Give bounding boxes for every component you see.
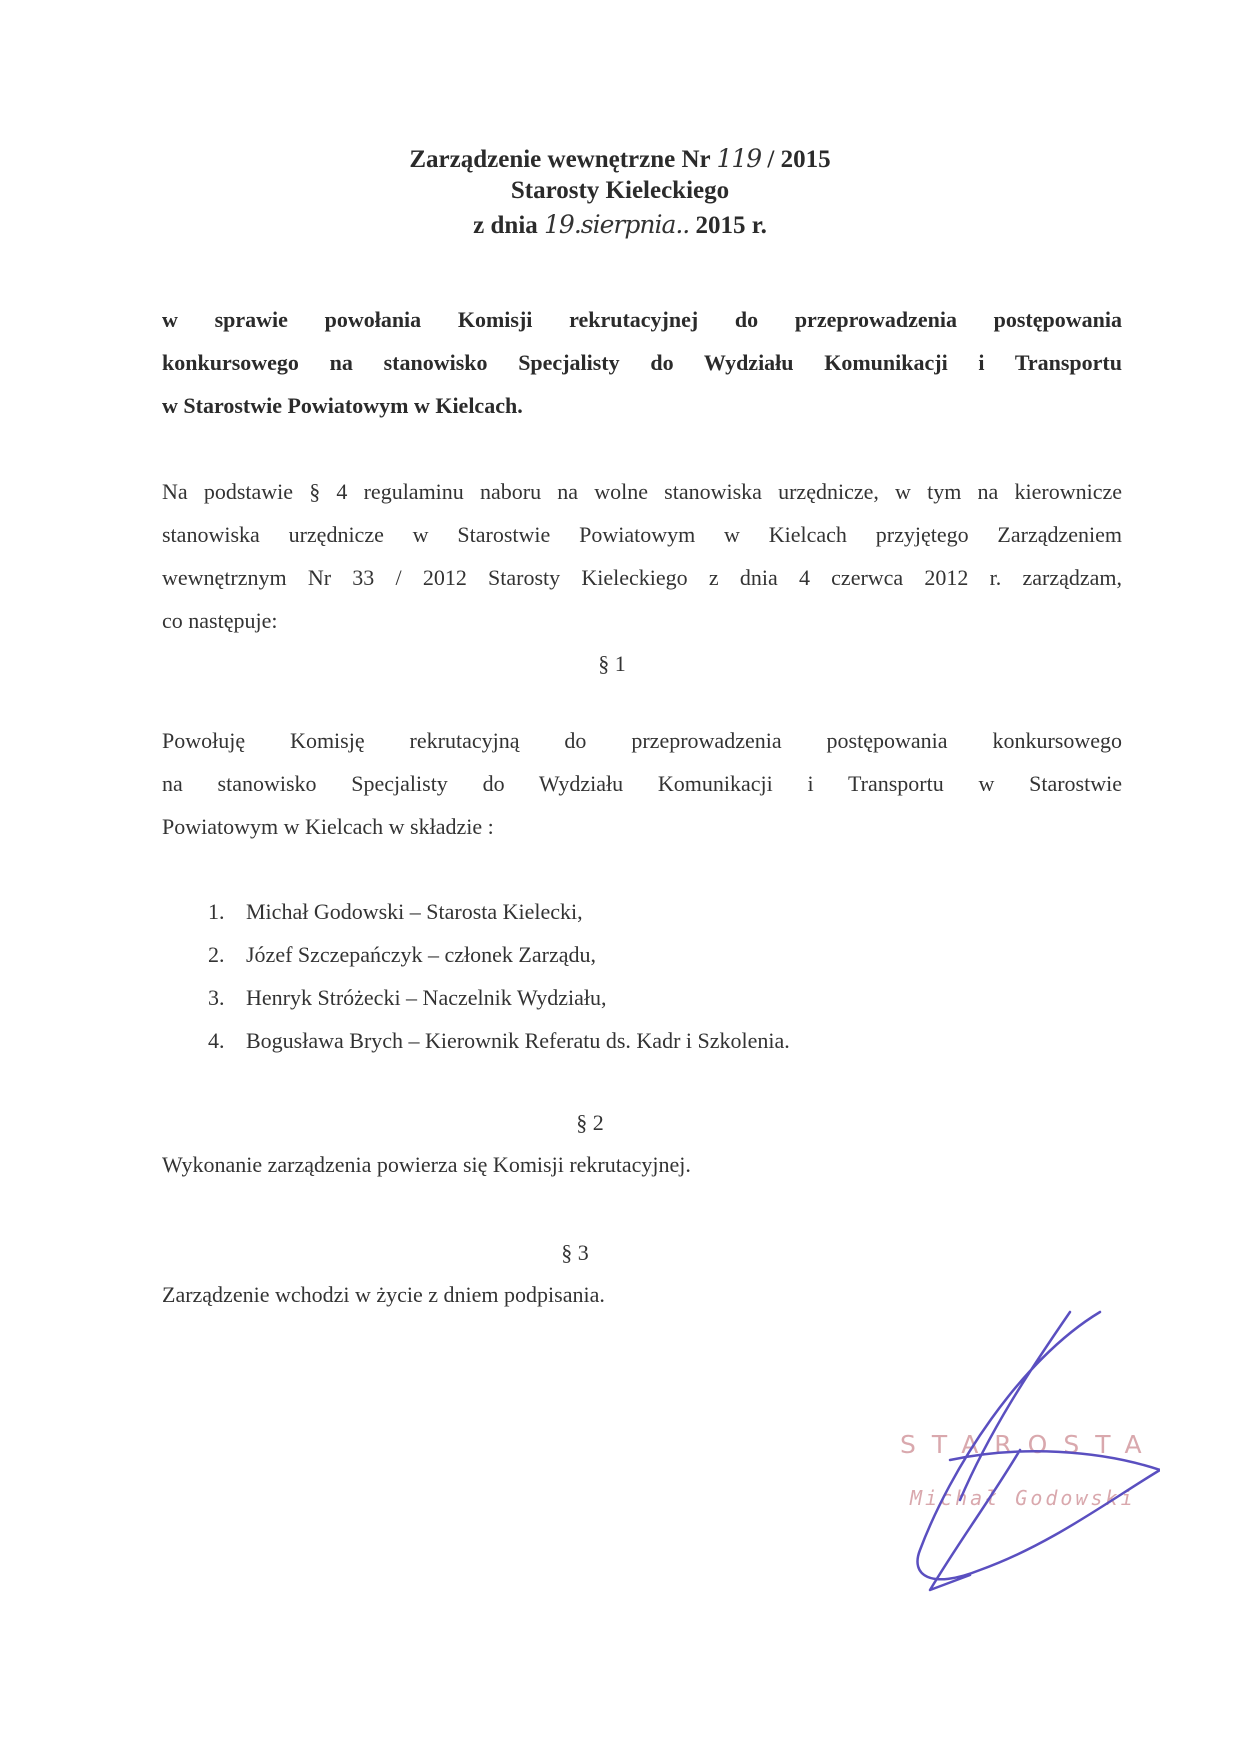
- list-number: 2.: [208, 942, 225, 967]
- list-item: [208, 976, 790, 1019]
- title-suffix: / 2015: [767, 146, 831, 173]
- intro-paragraph: [162, 470, 1122, 642]
- member-text: Henryk Stróżecki – Naczelnik Wydziału,: [246, 985, 607, 1010]
- intro-line: stanowiska urzędnicze w Starostwie Powiatowym w Kielcach przyjętego Zarządzeniem: [162, 522, 1122, 547]
- list-item: [208, 933, 790, 976]
- subject-line: konkursowego na stanowisko Specjalisty do Wydziału Komunikacji i Transportu: [162, 350, 1122, 375]
- section-1-paragraph: [162, 719, 1122, 848]
- list-number: 4.: [208, 1028, 225, 1053]
- list-item: [208, 890, 790, 933]
- section-1-line: Powołuję Komisję rekrutacyjną do przeprowadzenia postępowania konkursowego: [162, 728, 1122, 753]
- section-1-line: na stanowisko Specjalisty do Wydziału Komunikacji i Transportu w Starostwie: [162, 771, 1122, 796]
- title-prefix: Zarządzenie wewnętrzne Nr: [409, 146, 711, 173]
- section-3-text: Zarządzenie wchodzi w życie z dniem podpisania.: [162, 1282, 605, 1307]
- list-item: [208, 1019, 790, 1062]
- ordinance-title: [0, 144, 1240, 174]
- member-text: Michał Godowski – Starosta Kielecki,: [246, 899, 583, 924]
- handwritten-number: 119: [716, 144, 762, 173]
- section-1-line: Powiatowym w Kielcach w składzie :: [162, 814, 494, 839]
- member-text: Józef Szczepańczyk – członek Zarządu,: [246, 942, 596, 967]
- date-suffix: 2015 r.: [695, 212, 767, 239]
- handwritten-date: 19.sierpnia..: [544, 210, 690, 239]
- committee-members-list: [208, 890, 790, 1062]
- list-number: 1.: [208, 899, 225, 924]
- section-2-text: Wykonanie zarządzenia powierza się Komisji rekrutacyjnej.: [162, 1152, 691, 1177]
- subject-line: w sprawie powołania Komisji rekrutacyjnej do przeprowadzenia postępowania: [162, 307, 1122, 332]
- date-prefix: z dnia: [473, 212, 538, 239]
- list-number: 3.: [208, 985, 225, 1010]
- issuer-line: Starosty Kieleckiego: [510, 177, 730, 204]
- subject-paragraph: [162, 298, 1122, 427]
- member-text: Bogusława Brych – Kierownik Referatu ds. Kadr i Szkolenia.: [246, 1028, 790, 1053]
- section-3-mark: § 3: [561, 1240, 589, 1265]
- signature-icon: [870, 1300, 1160, 1600]
- intro-line: co następuje:: [162, 608, 278, 633]
- subject-line: w Starostwie Powiatowym w Kielcach.: [162, 393, 523, 418]
- section-2-mark: § 2: [576, 1110, 604, 1135]
- intro-line: wewnętrznym Nr 33 / 2012 Starosty Kieleckiego z dnia 4 czerwca 2012 r. zarządzam,: [162, 565, 1122, 590]
- date-line: [0, 210, 1240, 240]
- section-1-mark: § 1: [598, 651, 626, 676]
- intro-line: Na podstawie § 4 regulaminu naboru na wolne stanowiska urzędnicze, w tym na kierownicze: [162, 479, 1122, 504]
- stamp-title: STAROSTA: [900, 1430, 1158, 1459]
- stamp-name: Michał Godowski: [910, 1486, 1136, 1510]
